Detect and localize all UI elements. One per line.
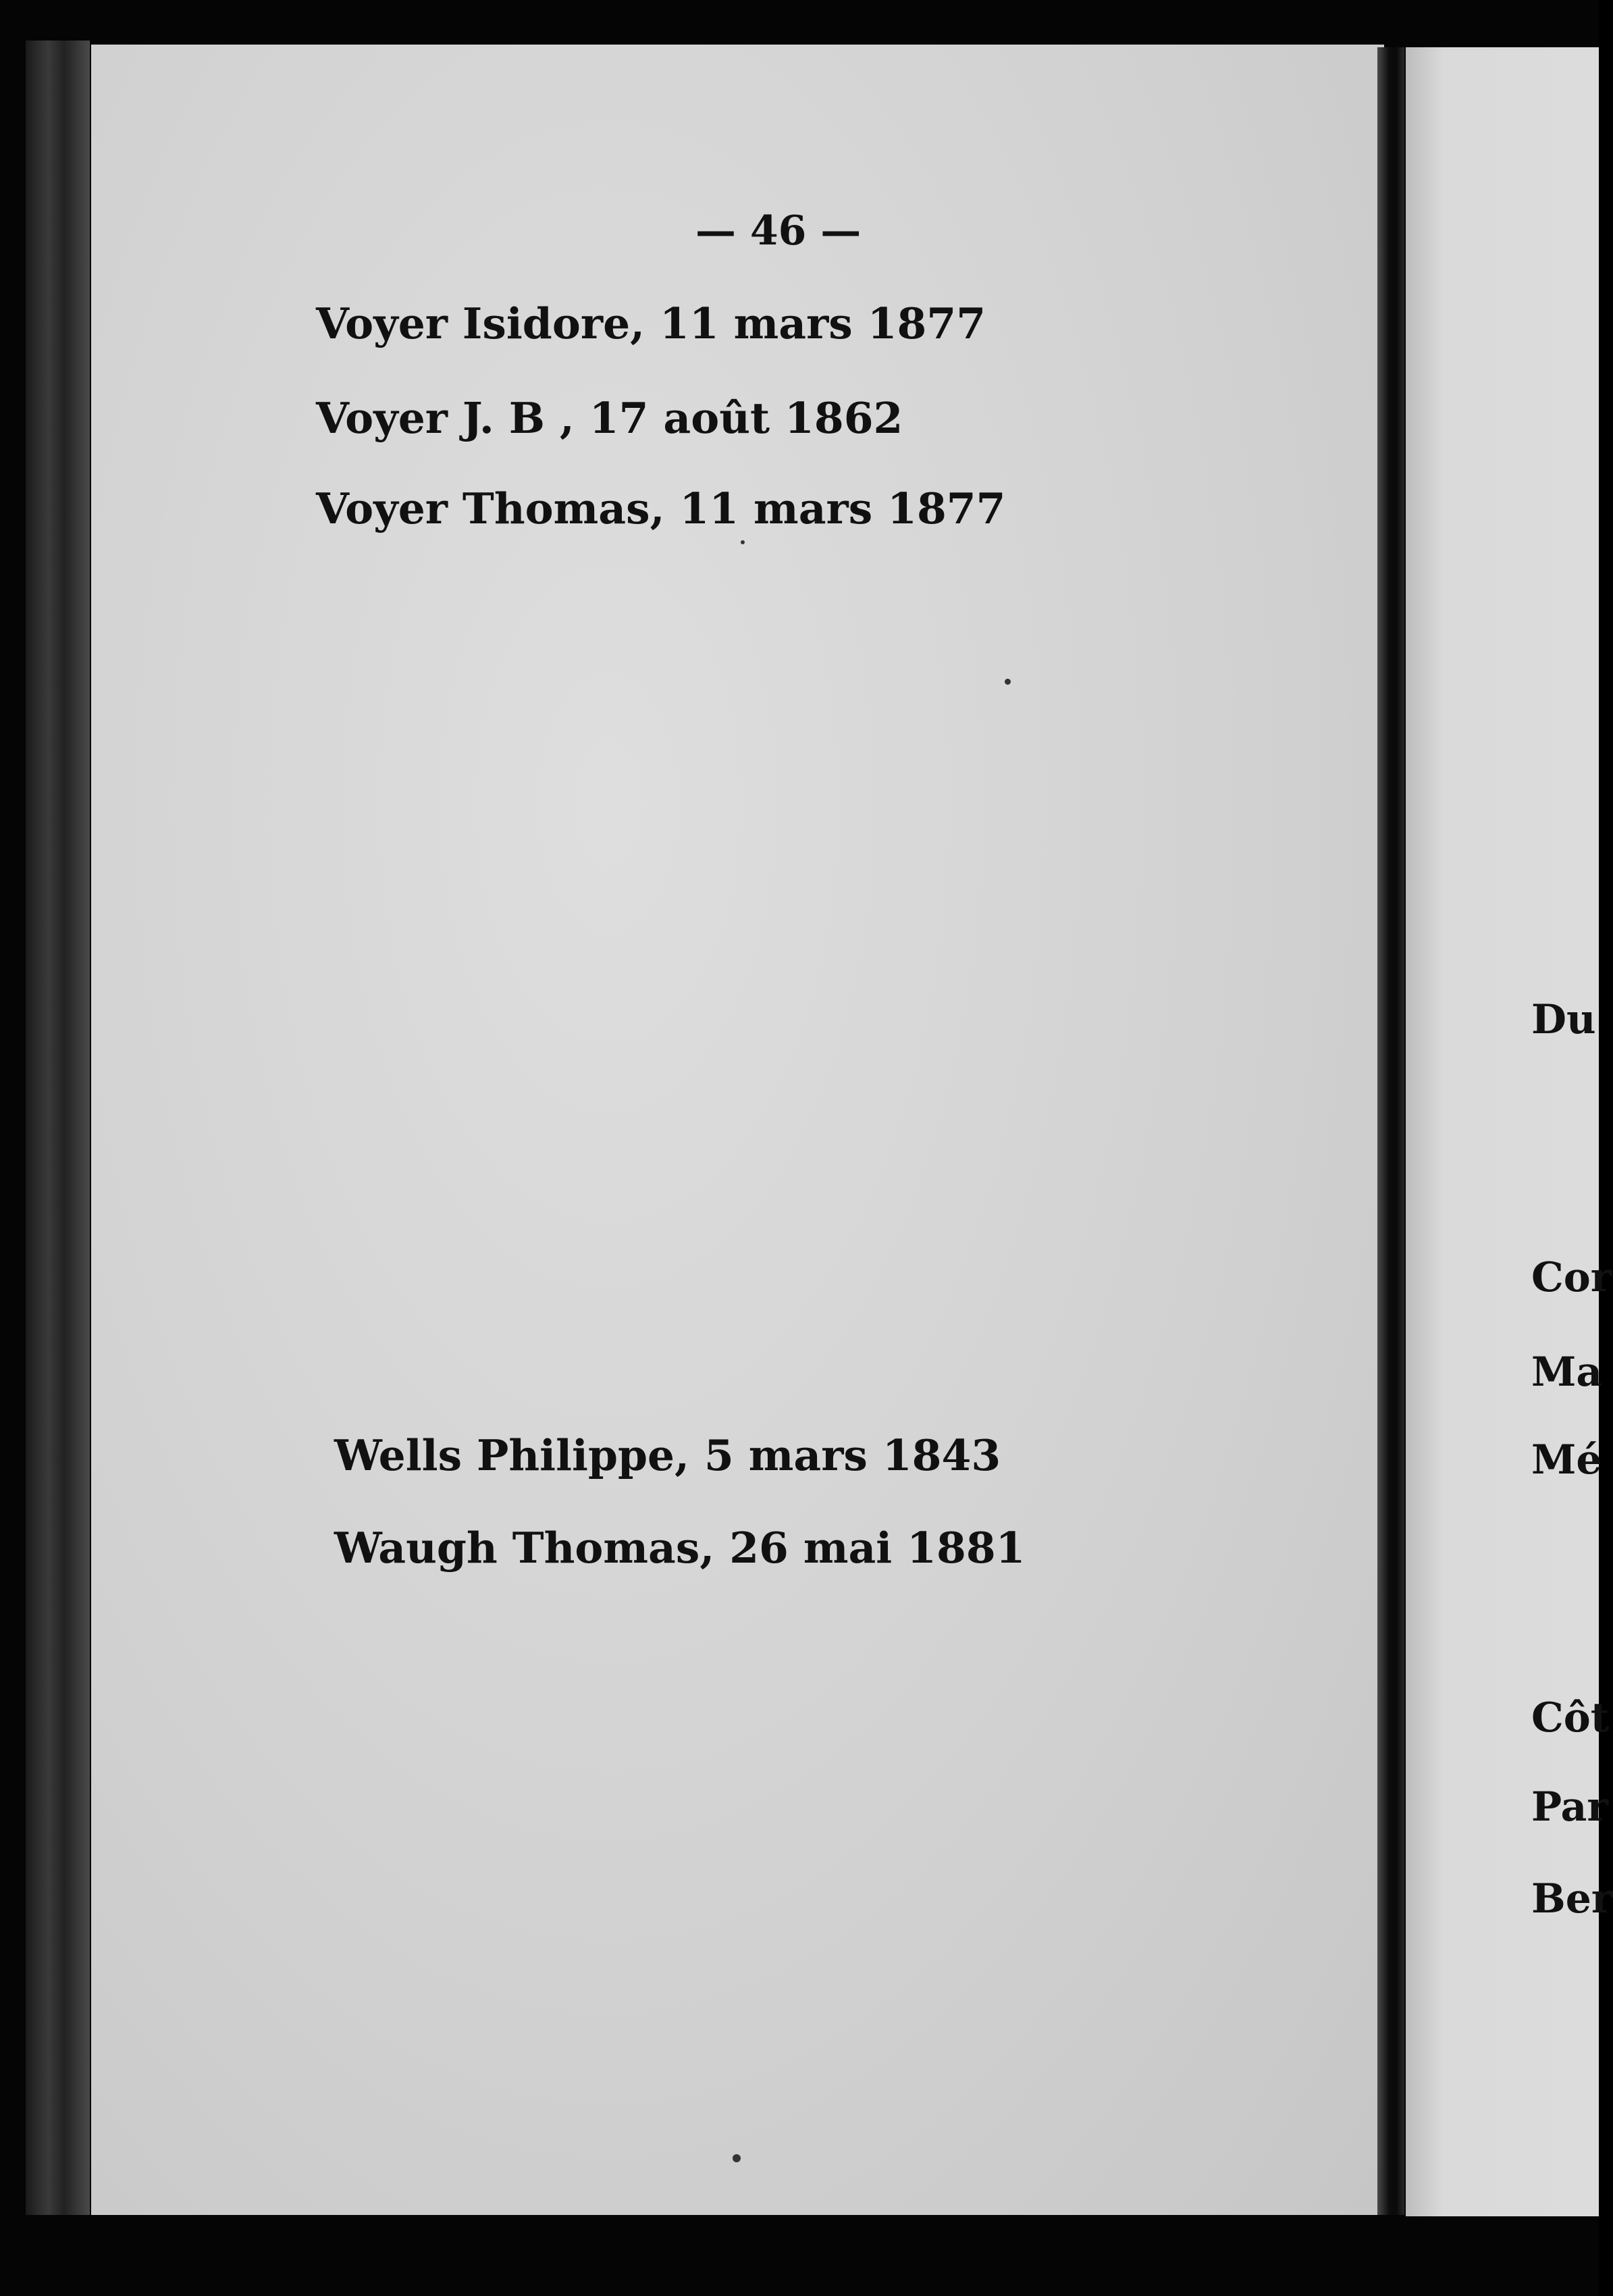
facing-fragment: Ma bbox=[1531, 1349, 1603, 1396]
paper-speck bbox=[741, 540, 745, 544]
entry-voyer-jb: Voyer J. B , 17 août 1862 bbox=[316, 393, 903, 443]
entry-wells-philippe: Wells Philippe, 5 mars 1843 bbox=[334, 1430, 1001, 1480]
entry-voyer-isidore: Voyer Isidore, 11 mars 1877 bbox=[316, 298, 986, 348]
page-number: — 46 — bbox=[695, 207, 862, 255]
facing-fragment: Cor bbox=[1531, 1254, 1612, 1301]
facing-fragment: Ber bbox=[1531, 1875, 1613, 1923]
facing-fragment: Côt bbox=[1531, 1694, 1610, 1742]
paper-speck bbox=[733, 2154, 741, 2162]
book-spine bbox=[1377, 47, 1404, 2215]
entry-voyer-thomas: Voyer Thomas, 11 mars 1877 bbox=[316, 484, 1006, 533]
entry-waugh-thomas: Waugh Thomas, 26 mai 1881 bbox=[334, 1523, 1026, 1573]
book-edge bbox=[26, 41, 90, 2215]
facing-fragment: Mé bbox=[1531, 1436, 1602, 1484]
facing-fragment: Par bbox=[1531, 1783, 1608, 1831]
facing-fragment: Du bbox=[1531, 996, 1596, 1043]
paper-speck bbox=[1005, 679, 1011, 685]
left-page bbox=[91, 45, 1384, 2215]
